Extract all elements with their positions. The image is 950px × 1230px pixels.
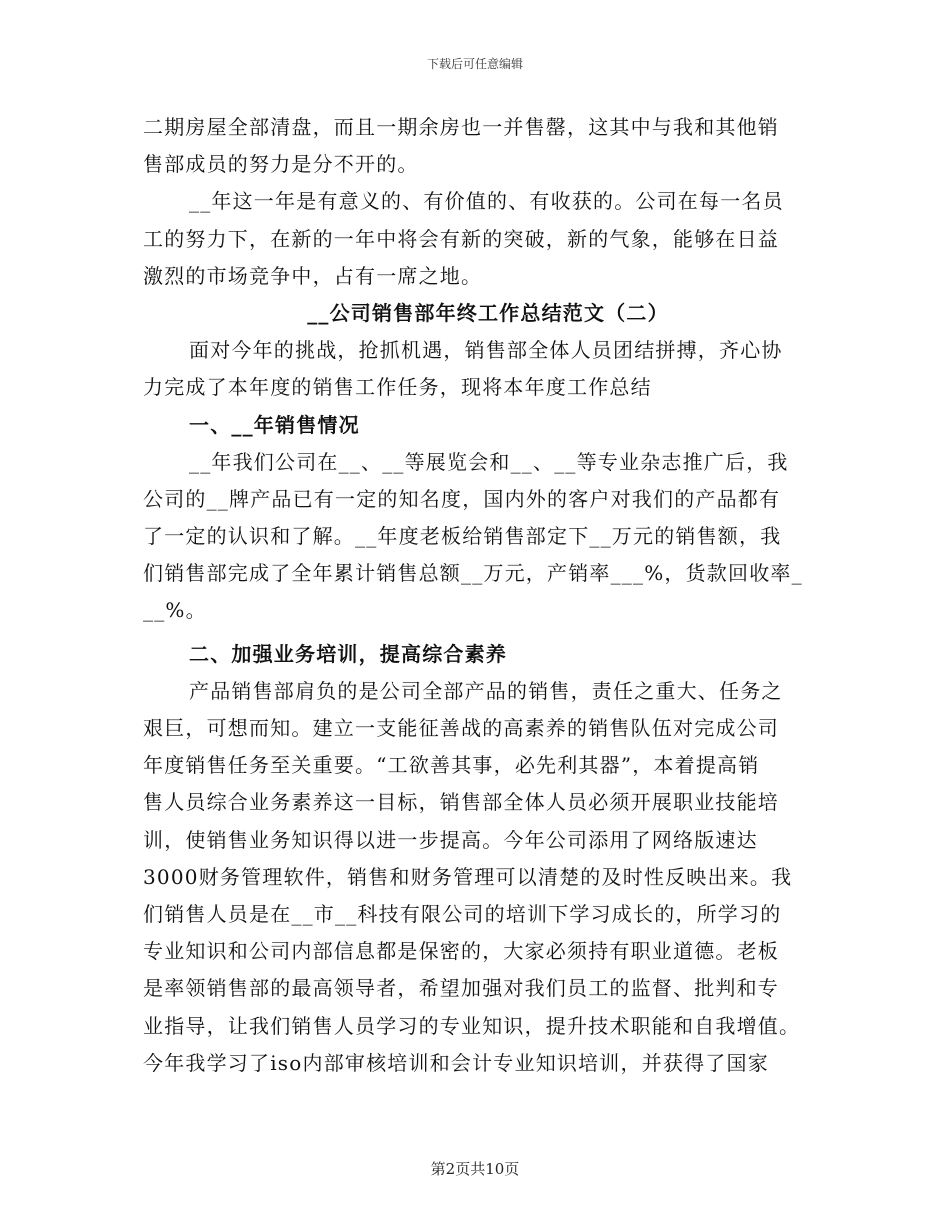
body-line: __%。 (143, 598, 207, 623)
body-line: 训，使销售业务知识得以进一步提高。今年公司添用了网络版速达 (143, 827, 758, 852)
body-line: 公司的__牌产品已有一定的知名度，国内外的客户对我们的产品都有 (143, 486, 781, 511)
body-line: 工的努力下，在新的一年中将会有新的突破，新的气象，能够在日益 (143, 226, 779, 251)
body-line: 艰巨，可想而知。建立一支能征善战的高素养的销售队伍对完成公司 (143, 716, 779, 740)
paragraph-start: 产品销售部肩负的是公司全部产品的销售，责任之重大、任务之 (189, 678, 783, 703)
body-line: 专业知识和公司内部信息都是保密的，大家必须持有职业道德。老板 (143, 939, 779, 964)
body-line: 力完成了本年度的销售工作任务，现将本年度工作总结 (143, 375, 652, 400)
body-line: 年度销售任务至关重要。“工欲善其事，必先利其器”，本着提高销 (143, 753, 760, 778)
body-line: 今年我学习了iso内部审核培训和会计专业知识培训，并获得了国家 (143, 1050, 769, 1075)
body-line: 是率领销售部的最高领导者，希望加强对我们员工的监督、批判和专 (143, 976, 779, 1001)
body-line: 二期房屋全部清盘，而且一期余房也一并售罄，这其中与我和其他销 (143, 115, 779, 139)
page-header: 下载后可任意编辑 (426, 57, 523, 71)
paragraph-start: 面对今年的挑战，抢抓机遇，销售部全体人员团结拼搏，齐心协 (189, 338, 783, 363)
paragraph-start: __年这一年是有意义的、有价值的、有收获的。公司在每一名员 (189, 189, 784, 214)
body-line: 售人员综合业务素养这一目标，销售部全体人员必须开展职业技能培 (143, 790, 779, 815)
body-line: 业指导，让我们销售人员学习的专业知识，提升技术职能和自我增值。 (143, 1013, 801, 1038)
section-title: __公司销售部年终工作总结范文（二） (307, 300, 669, 325)
heading-sales-status: 一、__年销售情况 (189, 412, 360, 437)
body-line: 们销售人员是在__市__科技有限公司的培训下学习成长的，所学习的 (143, 901, 782, 926)
page-number: 第2页共10页 (430, 1160, 520, 1178)
body-line: 了一定的认识和了解。__年度老板给销售部定下__万元的销售额，我 (143, 524, 782, 549)
paragraph-start: __年我们公司在__、__等展览会和__、__等专业杂志推广后，我 (189, 449, 789, 474)
heading-training: 二、加强业务培训，提高综合素养 (189, 641, 507, 666)
document-body (143, 109, 813, 1082)
body-line: 售部成员的努力是分不开的。 (143, 152, 419, 177)
body-line: 3000财务管理软件，销售和财务管理可以清楚的及时性反映出来。我 (143, 864, 793, 889)
body-line: 激烈的市场竞争中，占有一席之地。 (143, 263, 483, 288)
body-line: 们销售部完成了全年累计销售总额__万元，产销率___%，货款回收率_ (143, 561, 803, 586)
